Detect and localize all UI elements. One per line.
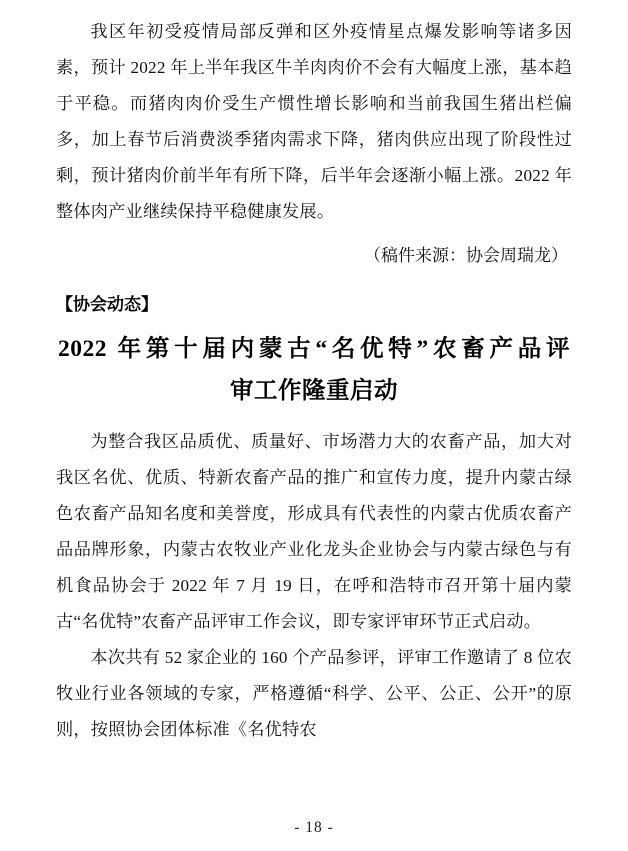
paragraph-review-details: 本次共有 52 家企业的 160 个产品参评，评审工作邀请了 8 位农牧业行业各领域的专家，严格遵循“科学、公平、公正、公开”的原则，按照协会团体标准《名优特农	[56, 648, 572, 739]
paragraph-meeting-background: 为整合我区品质优、质量好、市场潜力大的农畜产品，加大对我区名优、优质、特新农畜产品的推广和宣传力度，提升内蒙古绿色农畜产品知名度和美誉度，形成具有代表性的内蒙古优质农畜产品品牌形象，内蒙古农牧业产业化龙头企业协会与内蒙古绿色与有机食品协会于 2022 年 7 月 19 日，在呼和浩特市召开第十届内蒙古“名优特”农畜产品评审工作会议，即专家评审环节正式启动。	[56, 432, 572, 631]
article-body	[56, 424, 572, 748]
headline-line-2: 审工作隆重启动	[230, 378, 398, 404]
section-tag-association-news: 【协会动态】	[56, 295, 158, 314]
page-number: - 18 -	[294, 819, 334, 836]
headline-line-1: 2022 年第十届内蒙古“名优特”农畜产品评	[58, 336, 570, 362]
article-headline	[56, 328, 572, 412]
top-section	[56, 14, 572, 230]
article-source-line: （稿件来源：协会周瑞龙）	[364, 246, 568, 265]
paragraph-meat-price-forecast: 我区年初受疫情局部反弹和区外疫情星点爆发影响等诸多因素，预计 2022 年上半年我区牛羊肉肉价不会有大幅度上涨，基本趋于平稳。而猪肉肉价受生产惯性增长影响和当前我国生猪出栏偏多，加上春节后消费淡季猪肉需求下降，猪肉供应出现了阶段性过剩，预计猪肉价前半年有所下降，后半年会逐渐小幅上涨。2022 年整体肉产业继续保持平稳健康发展。	[56, 22, 572, 221]
